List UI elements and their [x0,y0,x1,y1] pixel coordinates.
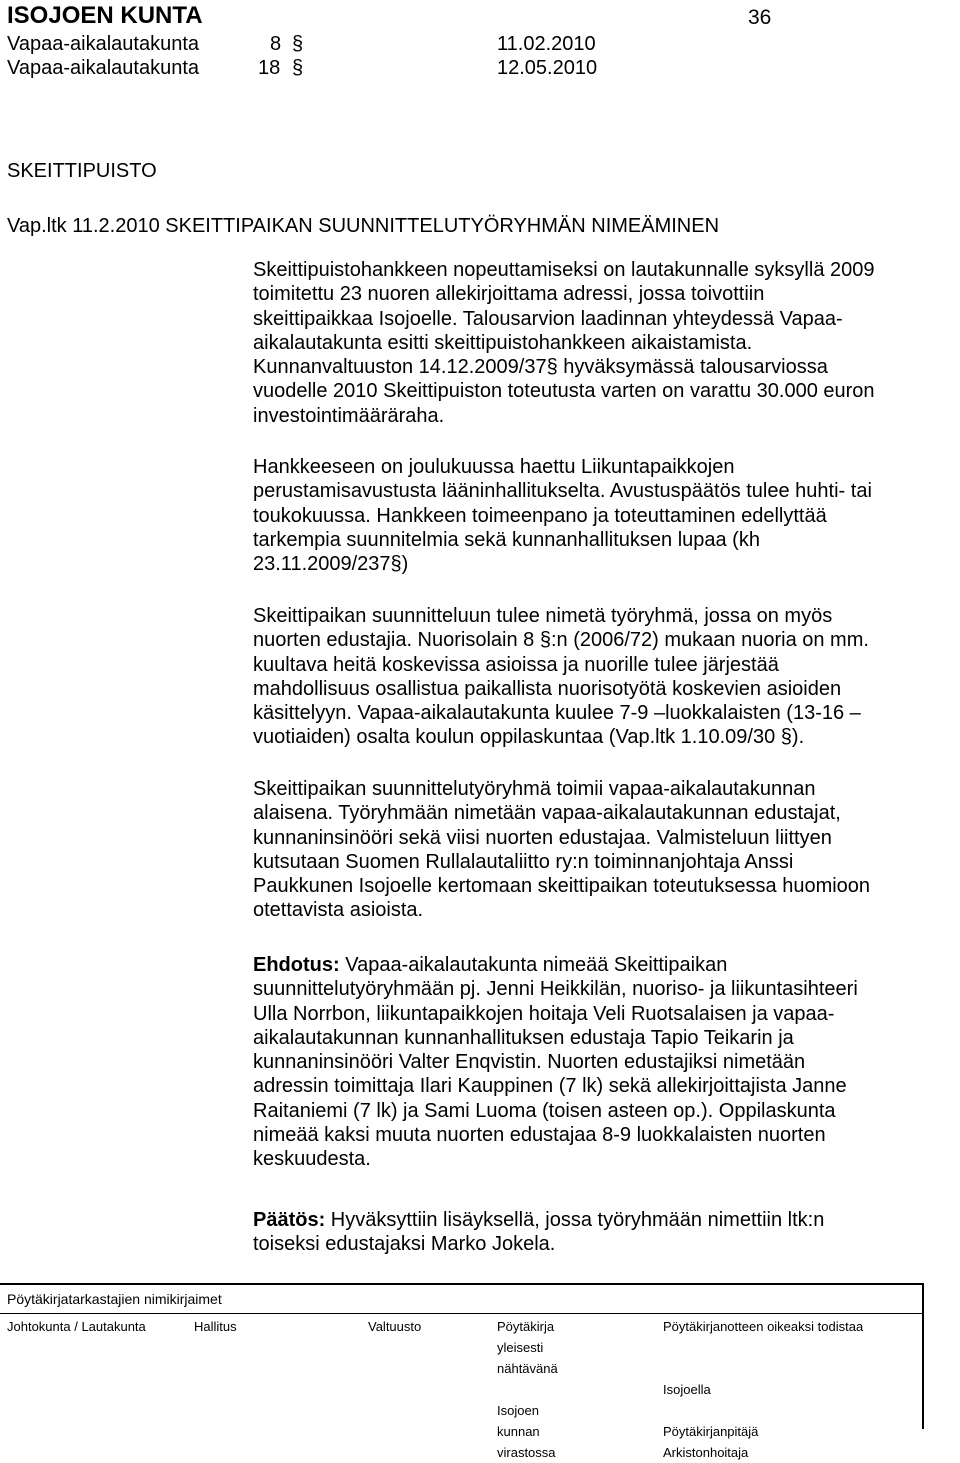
text-line: käsittelyyn. Vapaa-aikalautakunta kuulee 7-9 –luokkalaisten (13-16 – [253,702,861,725]
text-line: nimeää kaksi muuta nuorten edustajaa 8-9 luokkalaisten nuorten [253,1124,826,1147]
text-fragment: ). [791,726,805,749]
text-fragment: :n (2006/72) mukaan nuoria on mm. [550,629,869,652]
footer-line [497,1379,558,1400]
section-symbol: § [539,629,551,652]
text-line: Skeittipaikan suunnitteluun tulee nimetä työryhmä, jossa on myös [253,605,833,627]
text-line: otettavista asioista. [253,899,424,922]
footer-col-committee: Johtokunta / Lautakunta [7,1319,146,1334]
text-fragment: Hyväksyttiin lisäyksellä, jossa työryhmään nimettiin ltk:n [325,1209,825,1231]
text-line [253,552,958,576]
text-line: Raitaniemi (7 lk) ja Sami Luoma (toisen asteen op.). Oppilaskunta [253,1099,836,1122]
text-line [253,725,958,749]
text-line: Skeittipuistohankkeen nopeuttamiseksi on lautakunnalle syksyllä 2009 [253,259,875,281]
proposal-paragraph [253,953,958,1172]
text-line [253,628,958,652]
section-symbol: § [390,553,402,576]
text-line: toukokuussa. Hankkeen toimeenpano ja toteuttaminen edellyttää [253,504,827,527]
section-symbol: § [546,356,558,379]
text-line: Skeittipaikan suunnittelutyöryhmä toimii vapaa-aikalautakunnan [253,778,816,800]
footer-title: Pöytäkirjatarkastajien nimikirjaimet [7,1291,222,1307]
footer-divider [0,1313,922,1314]
footer-line: Pöytäkirjanpitäjä [663,1424,759,1439]
footer-line: Isojoella [663,1382,711,1397]
meeting-number: 18 [258,57,281,79]
text-line: mahdollisuus osallistua paikallista nuorisotyötä koskevien asioiden [253,677,842,700]
text-line: Hankkeeseen on joulukuussa haettu Liikuntapaikkojen [253,456,735,478]
text-line: suunnittelutyöryhmään pj. Jenni Heikkilän, nuoriso- ja liikuntasihteeri [253,978,858,1001]
text-fragment: vuotiaiden) osalta koulun oppilaskuntaa (Vap.ltk 1.10.09/30 [253,726,776,749]
footer-line [663,1337,863,1358]
section-symbol: § [292,33,304,55]
text-line: adressin toimittaja Ilari Kauppinen (7 lk) sekä allekirjoittajista Janne [253,1075,847,1098]
text-line: aikalautakunta esitti skeittipuistohankkeen aikaistamista. [253,331,753,354]
footer-line: virastossa [497,1445,556,1460]
text-line [253,1208,958,1232]
text-line: kutsutaan Suomen Rullalautaliitto ry:n toiminnanjohtaja Anssi [253,850,794,873]
meeting-date: 12.05.2010 [497,57,598,79]
text-line [253,355,958,379]
text-line: keskuudesta. [253,1148,371,1171]
footer-col-board: Hallitus [194,1319,237,1334]
section-symbol: § [292,57,304,79]
page-number: 36 [748,6,772,29]
text-line: alaisena. Työryhmään nimetään vapaa-aikalautakunnan edustajat, [253,802,841,825]
footer-line [663,1358,863,1379]
footer-line [663,1400,863,1421]
text-line: kunnaninsinööri Valter Enqvistin. Nuorten edustajiksi nimetään [253,1051,806,1074]
text-line: aikalautakunnan kunnanhallituksen edustaja Tapio Teikarin ja [253,1026,794,1049]
paragraph-1 [253,258,958,428]
paragraph-4 [253,777,958,923]
decision-paragraph [253,1208,958,1257]
paragraph-2 [253,455,958,576]
text-line: perustamisavustusta lääninhallitukselta. Avustuspäätös tulee huhti- tai [253,480,872,503]
item-reference: Vap.ltk 11.2.2010 SKEITTIPAIKAN SUUNNITTELUTYÖRYHMÄN NIMEÄMINEN [7,215,720,237]
meeting-number: 8 [270,33,282,55]
text-fragment: ) [401,553,409,576]
text-line: kunnaninsinööri sekä viisi nuorten edustajaa. Valmisteluun liittyen [253,826,832,849]
text-line: vuodelle 2010 Skeittipuiston toteutusta varten on varattu 30.000 euron [253,380,875,403]
text-line: tarkempia suunnitelmia sekä kunnanhallituksen lupaa (kh [253,528,760,551]
text-line: toimitettu 23 nuoren allekirjoittama adressi, jossa toivottiin [253,283,765,306]
footer-line: nähtävänä [497,1361,558,1376]
text-line: skeittipaikkaa Isojoelle. Talousarvion laadinnan yhteydessä Vapaa- [253,307,843,330]
text-line: Ulla Norrbon, liikuntapaikkojen hoitaja Veli Ruotsalaisen ja vapaa- [253,1002,835,1025]
section-symbol: § [780,726,792,749]
footer-line: yleisesti [497,1340,544,1355]
footer-line: Isojoen [497,1403,539,1418]
text-fragment: Kunnanvaltuuston 14.12.2009/37 [253,356,547,379]
section-title: SKEITTIPUISTO [7,160,157,182]
footer [0,1283,960,1460]
footer-line: Arkistonhoitaja [663,1445,749,1460]
meeting-date: 11.02.2010 [497,33,596,55]
text-line: toiseksi edustajaksi Marko Jokela. [253,1233,556,1256]
text-fragment: hyväksymässä talousarviossa [557,356,828,379]
footer-line: Pöytäkirja [497,1319,555,1334]
footer-line: kunnan [497,1424,540,1439]
paragraph-3 [253,604,958,750]
footer-line: Pöytäkirjanotteen oikeaksi todistaa [663,1319,864,1334]
text-line [253,953,958,977]
decision-label: Päätös: [253,1209,326,1231]
text-line: Paukkunen Isojoelle kertomaan skeittipaikan toteutuksessa huomioon [253,875,871,898]
proposal-label: Ehdotus: [253,954,340,976]
text-line: investointimääräraha. [253,404,445,427]
meeting-body: Vapaa-aikalautakunta [7,33,199,55]
municipality-title: ISOJOEN KUNTA [7,2,203,29]
footer-col-publicity [497,1316,558,1463]
text-fragment: nuorten edustajia. Nuorisolain 8 [253,629,535,652]
meeting-body: Vapaa-aikalautakunta [7,57,199,79]
text-line: kuultava heitä koskevissa asioissa ja nuorille tulee järjestää [253,653,779,676]
footer-col-council: Valtuusto [368,1319,422,1334]
footer-col-certification [663,1316,863,1463]
text-fragment: Vapaa-aikalautakunta nimeää Skeittipaikan [339,954,728,976]
text-fragment: 23.11.2009/237 [253,553,391,576]
